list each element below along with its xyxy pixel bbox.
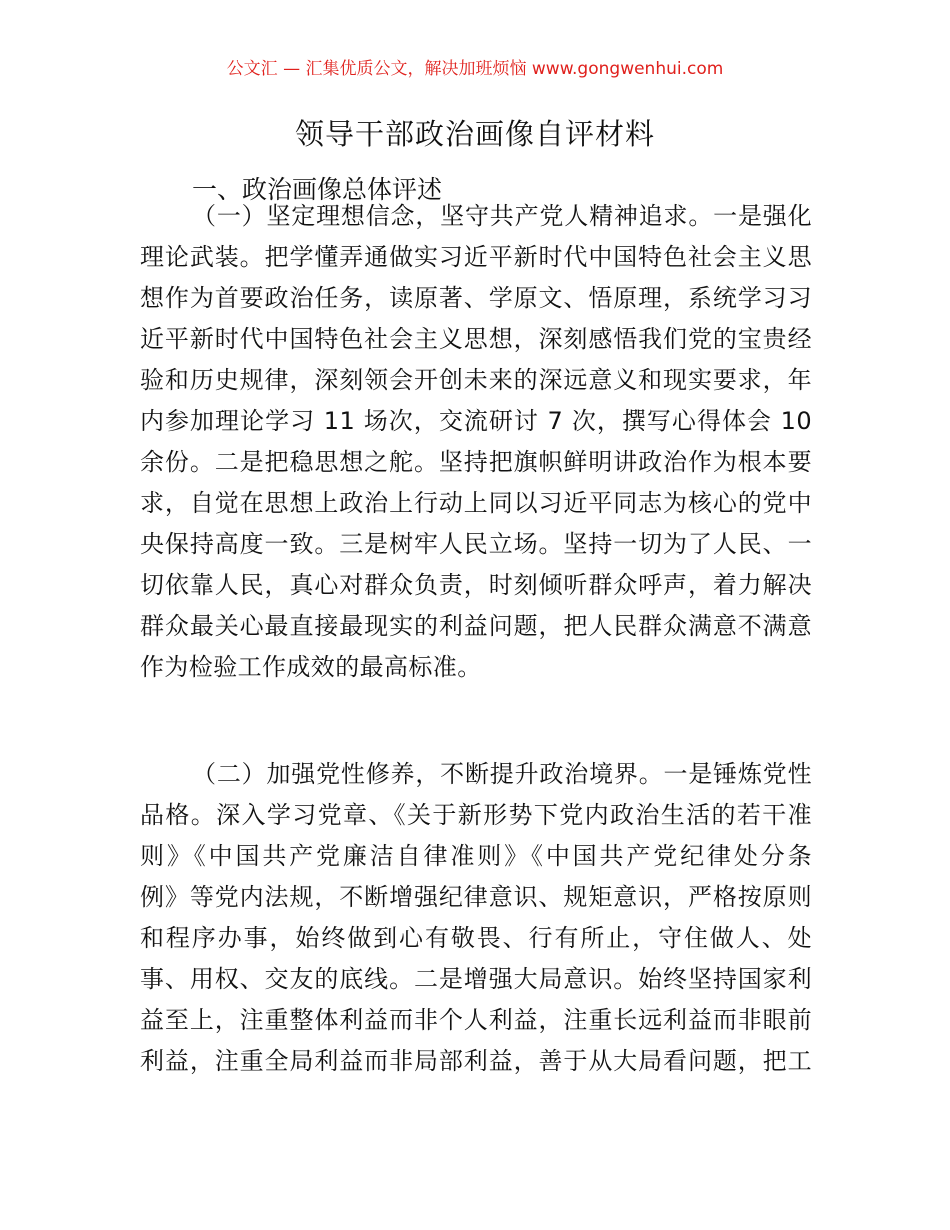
paragraph-line: 作为检验工作成效的最高标准。	[140, 653, 482, 681]
paragraph-2	[140, 754, 812, 1082]
site-banner: 公文汇 — 汇集优质公文，解决加班烦恼 www.gongwenhui.com	[226, 59, 724, 79]
paragraph-line: （二）加强党性修养，不断提升政治境界。一是锤炼党性	[192, 760, 812, 788]
paragraph-line: 央保持高度一致。三是树牢人民立场。坚持一切为了人民、一	[140, 530, 812, 558]
paragraph-line: 求，自觉在思想上政治上行动上同以习近平同志为核心的党中	[140, 489, 812, 517]
paragraph-line: 事、用权、交友的底线。二是增强大局意识。始终坚持国家利	[140, 965, 812, 993]
paragraph-line: 想作为首要政治任务，读原著、学原文、悟原理，系统学习习	[140, 284, 812, 312]
paragraph-line: 益至上，注重整体利益而非个人利益，注重长远利益而非眼前	[140, 1006, 812, 1034]
paragraph-line: 理论武装。把学懂弄通做实习近平新时代中国特色社会主义思	[140, 243, 812, 271]
paragraph-line: （一）坚定理想信念，坚守共产党人精神追求。一是强化	[192, 202, 812, 230]
paragraph-line: 则》《中国共产党廉洁自律准则》《中国共产党纪律处分条	[140, 842, 812, 870]
paragraph-line: 和程序办事，始终做到心有敬畏、行有所止，守住做人、处	[140, 924, 812, 952]
document-title: 领导干部政治画像自评材料	[294, 117, 655, 151]
paragraph-line: 利益，注重全局利益而非局部利益，善于从大局看问题，把工	[140, 1047, 812, 1075]
paragraph-line: 品格。深入学习党章、《关于新形势下党内政治生活的若干准	[140, 801, 812, 829]
paragraph-line: 近平新时代中国特色社会主义思想，深刻感悟我们党的宝贵经	[140, 325, 812, 353]
section-heading: 一、政治画像总体评述	[192, 175, 443, 204]
paragraph-line: 余份。二是把稳思想之舵。坚持把旗帜鲜明讲政治作为根本要	[140, 448, 812, 476]
paragraph-line: 例》等党内法规，不断增强纪律意识、规矩意识，严格按原则	[140, 883, 812, 911]
paragraph-1	[140, 196, 812, 688]
paragraph-line: 群众最关心最直接最现实的利益问题，把人民群众满意不满意	[140, 612, 812, 640]
paragraph-line: 内参加理论学习 11 场次，交流研讨 7 次，撰写心得体会 10	[140, 407, 812, 435]
paragraph-line: 验和历史规律，深刻领会开创未来的深远意义和现实要求，年	[140, 366, 812, 394]
paragraph-line: 切依靠人民，真心对群众负责，时刻倾听群众呼声，着力解决	[140, 571, 812, 599]
